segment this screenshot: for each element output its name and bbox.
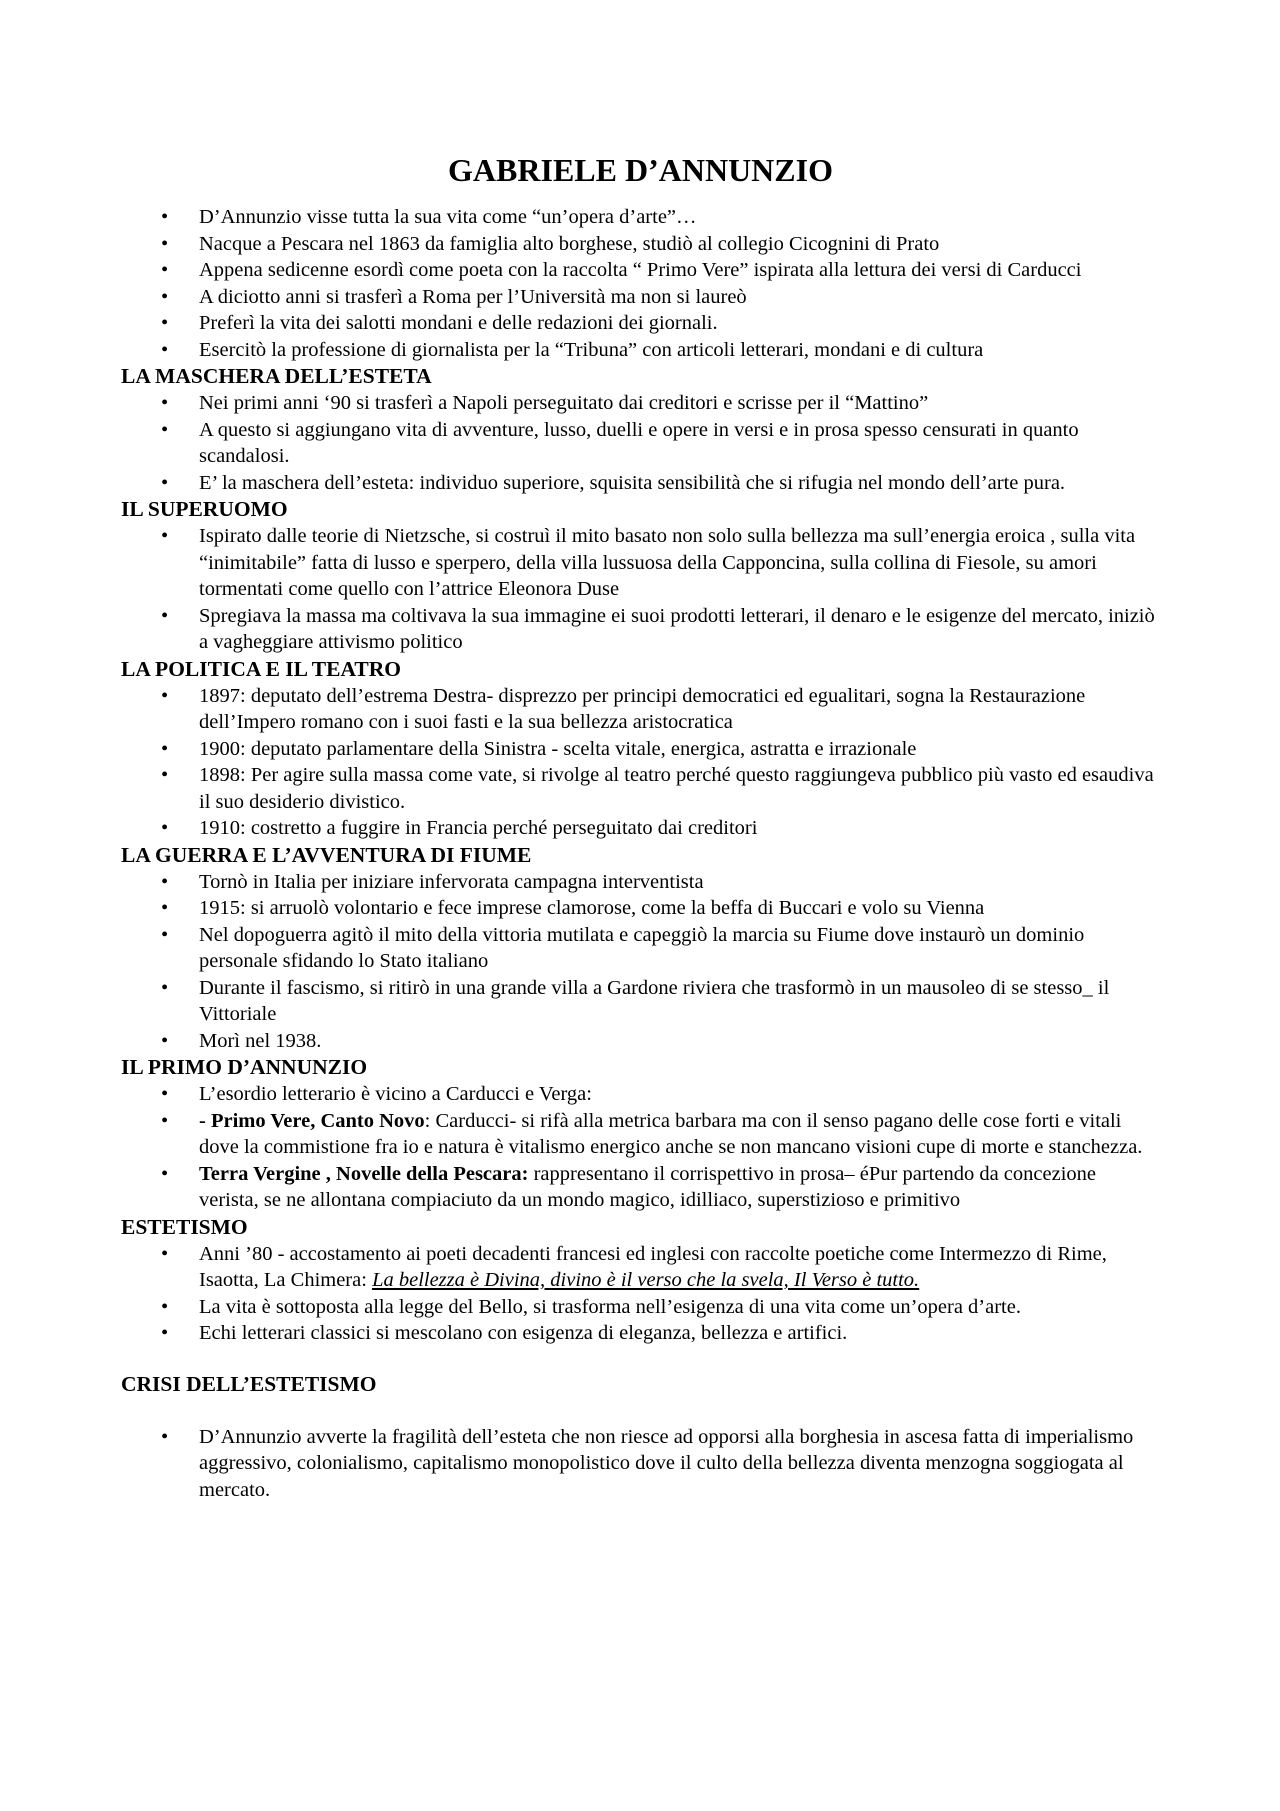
- estetismo-list: [121, 1241, 1160, 1347]
- list-item: • Preferì la vita dei salotti mondani e delle redazioni dei giornali.: [121, 310, 1160, 337]
- politica-list: [121, 683, 1160, 842]
- list-item: • Appena sedicenne esordì come poeta con la raccolta “ Primo Vere” ispirata alla lettura dei versi di Carducci: [121, 257, 1160, 284]
- section-heading-guerra: LA GUERRA E L’AVVENTURA DI FIUME: [121, 842, 532, 867]
- section-heading-politica: LA POLITICA E IL TEATRO: [121, 656, 401, 681]
- section-heading-superuomo: IL SUPERUOMO: [121, 497, 288, 521]
- list-item: • Morì nel 1938.: [121, 1028, 1160, 1055]
- list-item: • D’Annunzio avverte la fragilità dell’esteta che non riesce ad opporsi alla borghesia in ascesa fatta di imperialismo aggressivo, colonialismo, capitalismo monopolistico dove il culto della bellezza diventa menzogna soggiogata al mercato.: [121, 1424, 1160, 1504]
- list-item: [121, 1108, 1160, 1161]
- list-item: • A diciotto anni si trasferì a Roma per l’Università ma non si laureò: [121, 284, 1160, 311]
- list-item: • Nei primi anni ‘90 si trasferì a Napoli perseguitato dai creditori e scrisse per il “Mattino”: [121, 390, 1160, 417]
- intro-list: [121, 204, 1160, 363]
- work-titles: Terra Vergine , Novelle della Pescara:: [199, 1162, 529, 1185]
- list-item: • 1897: deputato dell’estrema Destra- disprezzo per principi democratici ed egualitari, sogna la Restaurazione dell’Impero romano con i suoi fasti e la sua bellezza aristocratica: [121, 683, 1160, 736]
- quote: La bellezza è Divina, divino è il verso che la svela, Il Verso è tutto.: [372, 1269, 920, 1291]
- list-item: • 1915: si arruolò volontario e fece imprese clamorose, come la beffa di Buccari e volo su Vienna: [121, 895, 1160, 922]
- list-item: • E’ la maschera dell’esteta: individuo superiore, squisita sensibilità che si rifugia nel mondo dell’arte pura.: [121, 470, 1160, 497]
- item-text: Anni ’80 - accostamento ai poeti decadenti francesi ed inglesi con raccolte poetiche come Intermezzo di Rime, Isaotta, La Chimera:: [199, 1242, 1107, 1291]
- list-item: • 1900: deputato parlamentare della Sinistra - scelta vitale, energica, astratta e irrazionale: [121, 736, 1160, 763]
- list-item: • 1898: Per agire sulla massa come vate, si rivolge al teatro perché questo raggiungeva pubblico più vasto ed esaudiva il suo desiderio divistico.: [121, 762, 1160, 815]
- list-item: • Nacque a Pescara nel 1863 da famiglia alto borghese, studiò al collegio Cicognini di Prato: [121, 231, 1160, 258]
- list-item: • Tornò in Italia per iniziare infervorata campagna interventista: [121, 869, 1160, 896]
- list-item: • L’esordio letterario è vicino a Carducci e Verga:: [121, 1081, 1160, 1108]
- page-title: GABRIELE D’ANNUNZIO: [448, 152, 833, 188]
- list-item: • Ispirato dalle teorie di Nietzsche, si costruì il mito basato non solo sulla bellezza ma sull’energia eroica , sulla vita “inimitabile” fatta di lusso e sperpero, della villa lussuosa della Capponcina, sulla collina di Fiesole, su amori tormentati come quello con l’attrice Eleonora Duse: [121, 523, 1160, 603]
- section-heading-estetismo: ESTETISMO: [121, 1214, 248, 1239]
- list-item: • La vita è sottoposta alla legge del Bello, si trasforma nell’esigenza di una vita come un’opera d’arte.: [121, 1294, 1160, 1321]
- list-item: • Nel dopoguerra agitò il mito della vittoria mutilata e capeggiò la marcia su Fiume dove instaurò un dominio personale sfidando lo Stato italiano: [121, 922, 1160, 975]
- list-item: • Echi letterari classici si mescolano con esigenza di eleganza, bellezza e artifici.: [121, 1320, 1160, 1347]
- section-heading-maschera: LA MASCHERA DELL’ESTETA: [121, 364, 432, 388]
- primo-list: [121, 1081, 1160, 1214]
- list-item: • D’Annunzio visse tutta la sua vita come “un’opera d’arte”…: [121, 204, 1160, 231]
- list-item: • A questo si aggiungano vita di avventure, lusso, duelli e opere in versi e in prosa spesso censurati in quanto scandalosi.: [121, 417, 1160, 470]
- item-text: rappresentano il corrispettivo in prosa– éPur partendo da concezione verista, se ne allontana compiaciuto da un mondo magico, idilliaco, superstizioso e primitivo: [199, 1162, 1096, 1211]
- list-item: • Spregiava la massa ma coltivava la sua immagine ei suoi prodotti letterari, il denaro e le esigenze del mercato, iniziò a vagheggiare attivismo politico: [121, 603, 1160, 656]
- superuomo-list: [121, 523, 1160, 656]
- section-heading-primo: IL PRIMO D’ANNUNZIO: [121, 1055, 368, 1079]
- maschera-list: [121, 390, 1160, 496]
- work-titles: - Primo Vere, Canto Novo: [199, 1109, 425, 1132]
- list-item: • Durante il fascismo, si ritirò in una grande villa a Gardone riviera che trasformò in un mausoleo di se stesso_ il Vittoriale: [121, 975, 1160, 1028]
- section-heading-crisi: CRISI DELL’ESTETISMO: [121, 1371, 377, 1396]
- list-item: • 1910: costretto a fuggire in Francia perché perseguitato dai creditori: [121, 815, 1160, 842]
- crisi-list: [121, 1424, 1160, 1504]
- list-item: • Esercitò la professione di giornalista per la “Tribuna” con articoli letterari, mondani e di cultura: [121, 337, 1160, 364]
- list-item: [121, 1161, 1160, 1214]
- guerra-list: [121, 869, 1160, 1055]
- item-text: : Carducci- si rifà alla metrica barbara ma con il senso pagano delle cose forti e vitali dove la commistione fra io e natura è vitalismo energico anche se non mancano visioni cupe di morte e stanchezza.: [199, 1109, 1143, 1158]
- list-item: [121, 1241, 1160, 1294]
